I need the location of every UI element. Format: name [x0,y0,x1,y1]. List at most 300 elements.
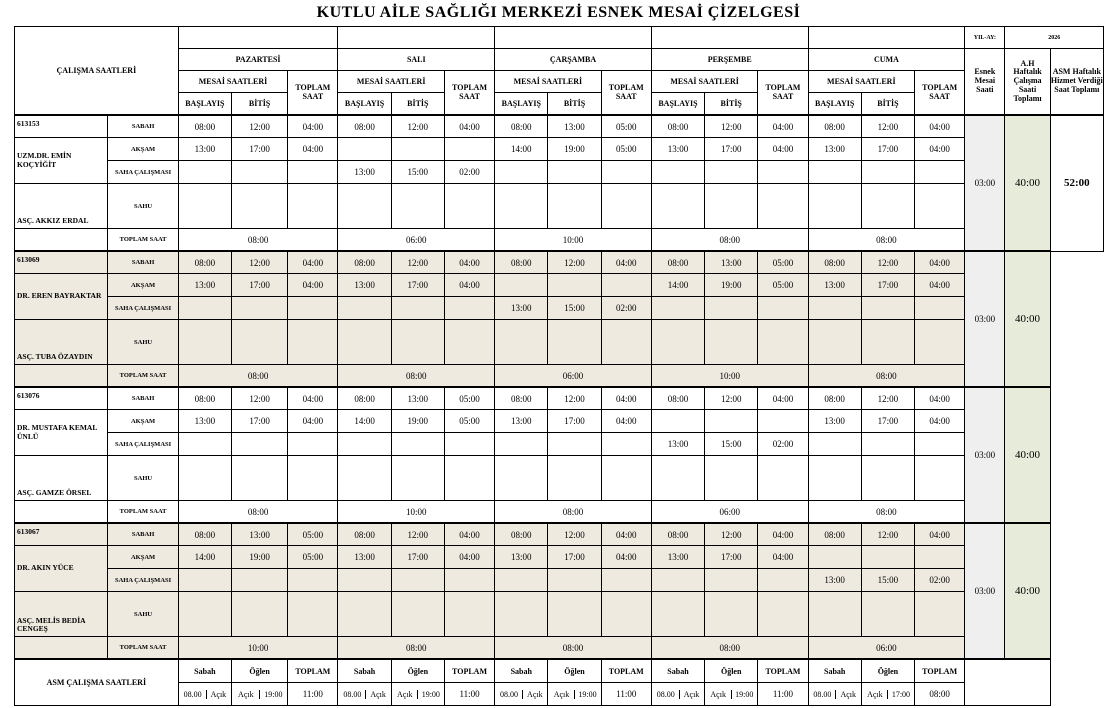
time-cell: 08:00 [338,115,391,138]
time-cell: 19:00 [705,274,758,297]
time-cell [495,592,548,637]
time-cell [444,592,494,637]
asm-sabah-label: Sabah [178,659,231,683]
toplam-saat-header: TOPLAM SAAT [758,71,808,116]
time-cell [288,433,338,456]
table-row [15,229,1104,252]
team-block [15,523,1104,659]
time-cell [231,161,287,184]
asm-toplam-label: TOPLAM [288,659,338,683]
day-header: SALI [338,49,495,71]
day-total: 06:00 [651,501,808,524]
time-cell [178,320,231,365]
time-cell: 04:00 [758,546,808,569]
time-cell [288,184,338,229]
time-cell [808,433,861,456]
asm-weekly-header: ASM Haftalık Hizmet Verdiği Saat Toplamı [1050,49,1103,116]
time-cell [651,297,704,320]
baslayis-header: BAŞLAYIŞ [808,93,861,116]
time-cell [808,184,861,229]
asm-morning-status: Açık [527,689,543,699]
time-cell: 12:00 [231,387,287,410]
time-cell [231,592,287,637]
time-cell [601,161,651,184]
table-row [15,546,1104,569]
time-cell [391,320,444,365]
doctor-name: DR. MUSTAFA KEMAL ÜNLÜ [15,410,108,456]
header-spacer [651,27,808,49]
time-cell [338,184,391,229]
asm-sabah-label: Sabah [495,659,548,683]
asm-open-time: 08.00 [653,690,680,699]
time-cell: 04:00 [288,251,338,274]
asm-day-total: 11:00 [444,683,494,706]
time-cell: 12:00 [391,523,444,546]
time-cell [705,592,758,637]
asm-toplam-label: TOPLAM [758,659,808,683]
time-cell: 08:00 [495,387,548,410]
asm-oglen-label: Öğlen [548,659,601,683]
time-cell: 17:00 [231,410,287,433]
time-cell: 04:00 [444,274,494,297]
mesai-saatleri-header: MESAİ SAATLERİ [651,71,757,93]
time-cell: 08:00 [495,523,548,546]
table-row [15,569,1104,592]
time-cell: 04:00 [601,387,651,410]
time-cell: 12:00 [705,115,758,138]
time-cell [861,320,914,365]
day-total: 08:00 [338,637,495,660]
weekly-total: 40:00 [1005,387,1050,523]
asm-open-time: 08.00 [496,690,523,699]
time-cell: 13:00 [808,138,861,161]
time-cell: 17:00 [231,138,287,161]
day-header: CUMA [808,49,965,71]
weekly-total: 40:00 [1005,523,1050,659]
time-cell [548,274,601,297]
time-cell: 12:00 [231,251,287,274]
time-cell: 15:00 [548,297,601,320]
nurse-name: ASÇ. GAMZE ÖRSEL [15,456,108,501]
time-cell [651,410,704,433]
time-cell: 05:00 [288,546,338,569]
mesai-saatleri-header: MESAİ SAATLERİ [338,71,444,93]
time-cell: 04:00 [288,274,338,297]
time-cell [651,320,704,365]
time-cell [338,569,391,592]
time-cell: 08:00 [338,387,391,410]
schedule-table [14,26,1104,706]
time-cell [391,184,444,229]
time-cell [705,297,758,320]
asm-hours-block [15,659,1104,706]
time-cell [444,569,494,592]
time-cell: 04:00 [758,387,808,410]
time-cell: 12:00 [391,251,444,274]
time-cell: 13:00 [338,546,391,569]
row-label-sabah: SABAH [108,251,178,274]
time-cell: 12:00 [705,387,758,410]
baslayis-header: BAŞLAYIŞ [651,93,704,116]
nurse-name: ASÇ. TUBA ÖZAYDIN [15,320,108,365]
baslayis-header: BAŞLAYIŞ [178,93,231,116]
time-cell [288,592,338,637]
time-cell: 12:00 [861,115,914,138]
table-row [15,115,1104,138]
asm-morning-status: Açık [210,689,227,699]
day-total: 06:00 [495,365,652,388]
asm-open-time: 08.00 [180,690,207,699]
asm-toplam-label: TOPLAM [915,659,965,683]
asm-day-total: 08:00 [915,683,965,706]
asm-noon-status: Açık [549,690,575,699]
time-cell: 02:00 [758,433,808,456]
time-cell [915,161,965,184]
bitis-header: BİTİŞ [391,93,444,116]
time-cell [231,433,287,456]
time-cell [601,569,651,592]
time-cell: 08:00 [651,115,704,138]
time-cell: 17:00 [548,546,601,569]
time-cell [231,456,287,501]
row-label-saha: SAHA ÇALIŞMASI [108,433,178,456]
time-cell: 08:00 [651,387,704,410]
time-cell: 19:00 [548,138,601,161]
team-code: 613153 [15,115,108,138]
bitis-header: BİTİŞ [548,93,601,116]
time-cell: 17:00 [861,274,914,297]
table-row [15,456,1104,501]
time-cell: 08:00 [651,251,704,274]
time-cell [651,184,704,229]
time-cell: 04:00 [601,546,651,569]
time-cell: 13:00 [178,138,231,161]
time-cell: 04:00 [758,523,808,546]
time-cell [915,297,965,320]
table-row [15,320,1104,365]
baslayis-header: BAŞLAYIŞ [495,93,548,116]
time-cell [178,184,231,229]
asm-toplam-label: TOPLAM [444,659,494,683]
asm-oglen-cell [548,683,601,706]
bitis-header: BİTİŞ [861,93,914,116]
table-row [15,184,1104,229]
time-cell: 14:00 [495,138,548,161]
time-cell [651,569,704,592]
time-cell [495,274,548,297]
time-cell: 13:00 [705,251,758,274]
time-cell [808,161,861,184]
time-cell: 13:00 [495,410,548,433]
asm-morning-status: Açık [840,689,857,699]
time-cell [861,546,914,569]
time-cell: 13:00 [651,138,704,161]
time-cell: 04:00 [758,138,808,161]
time-cell [495,320,548,365]
time-cell [178,592,231,637]
time-cell [758,161,808,184]
time-cell [495,184,548,229]
esnek-value: 03:00 [965,523,1005,659]
time-cell: 15:00 [705,433,758,456]
time-cell: 04:00 [601,523,651,546]
time-cell [391,297,444,320]
table-row [15,138,1104,161]
asm-toplam-label: TOPLAM [601,659,651,683]
row-label-toplam: TOPLAM SAAT [108,365,178,388]
doctor-name: DR. EREN BAYRAKTAR [15,274,108,320]
time-cell: 08:00 [178,523,231,546]
asm-oglen-label: Öğlen [231,659,287,683]
team-code: 613069 [15,251,108,274]
time-cell [651,161,704,184]
time-cell [601,592,651,637]
asm-oglen-cell [391,683,444,706]
row-label-toplam: TOPLAM SAAT [108,501,178,524]
asm-sabah-cell [495,683,548,706]
time-cell [758,320,808,365]
weekly-total: 40:00 [1005,251,1050,387]
time-cell: 14:00 [651,274,704,297]
table-row [15,297,1104,320]
time-cell [444,297,494,320]
asm-sabah-cell [338,683,391,706]
asm-oglen-cell [705,683,758,706]
time-cell: 08:00 [808,115,861,138]
esnek-mesai-header: Esnek Mesai Saati [965,49,1005,116]
day-total: 10:00 [651,365,808,388]
team-block [15,387,1104,523]
time-cell: 05:00 [601,115,651,138]
time-cell: 14:00 [178,546,231,569]
table-row [15,410,1104,433]
time-cell: 13:00 [338,274,391,297]
day-total: 08:00 [338,365,495,388]
time-cell: 17:00 [391,274,444,297]
row-label-sabah: SABAH [108,115,178,138]
time-cell [861,297,914,320]
row-label-toplam: TOPLAM SAAT [108,637,178,660]
row-label-toplam: TOPLAM SAAT [108,229,178,252]
time-cell: 05:00 [758,251,808,274]
day-total: 10:00 [495,229,652,252]
table-row [15,49,1104,71]
time-cell [861,184,914,229]
blank-cell [965,659,1050,706]
asm-close-time: 19:00 [421,689,440,699]
toplam-saat-header: TOPLAM SAAT [444,71,494,116]
header-spacer [495,27,652,49]
mesai-saatleri-header: MESAİ SAATLERİ [808,71,914,93]
time-cell [178,297,231,320]
time-cell [178,433,231,456]
time-cell: 04:00 [915,387,965,410]
row-label-sahu: SAHU [108,456,178,501]
time-cell: 08:00 [495,251,548,274]
row-label-aksam: AKŞAM [108,546,178,569]
time-cell: 13:00 [391,387,444,410]
time-cell: 04:00 [444,115,494,138]
time-cell [915,320,965,365]
time-cell: 04:00 [288,410,338,433]
bitis-header: BİTİŞ [705,93,758,116]
time-cell [338,456,391,501]
time-cell [808,456,861,501]
day-total: 08:00 [651,229,808,252]
time-cell [808,297,861,320]
time-cell: 12:00 [861,251,914,274]
asm-oglen-label: Öğlen [705,659,758,683]
time-cell [288,320,338,365]
bitis-header: BİTİŞ [231,93,287,116]
day-total: 08:00 [178,365,338,388]
blank-cell [15,229,108,252]
weekly-total: 40:00 [1005,115,1050,251]
time-cell: 13:00 [178,410,231,433]
toplam-saat-header: TOPLAM SAAT [915,71,965,116]
row-label-sabah: SABAH [108,387,178,410]
time-cell [338,297,391,320]
time-cell: 12:00 [861,387,914,410]
time-cell: 12:00 [548,523,601,546]
time-cell [338,592,391,637]
time-cell [391,569,444,592]
time-cell [758,410,808,433]
esnek-value: 03:00 [965,387,1005,523]
time-cell [548,320,601,365]
time-cell [444,138,494,161]
time-cell: 08:00 [808,523,861,546]
time-cell [861,456,914,501]
time-cell: 04:00 [915,523,965,546]
team-code: 613076 [15,387,108,410]
asm-noon-status: Açık [706,690,732,699]
day-header: ÇARŞAMBA [495,49,652,71]
time-cell: 13:00 [178,274,231,297]
header-label-cell: ÇALIŞMA SAATLERİ [15,27,179,116]
time-cell: 04:00 [444,546,494,569]
row-label-aksam: AKŞAM [108,410,178,433]
asm-morning-status: Açık [370,689,386,699]
row-label-sahu: SAHU [108,592,178,637]
time-cell [808,546,861,569]
time-cell: 13:00 [495,297,548,320]
asm-oglen-cell [861,683,914,706]
time-cell: 08:00 [808,387,861,410]
time-cell [758,569,808,592]
time-cell: 13:00 [808,410,861,433]
time-cell: 04:00 [915,274,965,297]
time-cell [288,297,338,320]
time-cell: 02:00 [915,569,965,592]
time-cell: 08:00 [495,115,548,138]
day-total: 08:00 [178,501,338,524]
time-cell [391,433,444,456]
day-total: 08:00 [178,229,338,252]
day-total: 08:00 [651,637,808,660]
header-spacer [808,27,965,49]
table-row [15,27,1104,49]
time-cell [391,592,444,637]
row-label-aksam: AKŞAM [108,274,178,297]
time-cell: 04:00 [601,251,651,274]
time-cell: 04:00 [758,115,808,138]
time-cell: 17:00 [391,546,444,569]
esnek-value: 03:00 [965,115,1005,251]
time-cell [915,433,965,456]
time-cell [808,592,861,637]
asm-open-time: 08.00 [339,690,366,699]
time-cell: 05:00 [758,274,808,297]
time-cell [651,456,704,501]
time-cell: 08:00 [651,523,704,546]
asm-morning-status: Açık [683,689,700,699]
time-cell: 04:00 [288,138,338,161]
time-cell [915,456,965,501]
header-spacer [178,27,338,49]
time-cell: 17:00 [705,546,758,569]
row-label-sabah: SABAH [108,523,178,546]
table-row [15,637,1104,660]
page-title: KUTLU AİLE SAĞLIĞI MERKEZİ ESNEK MESAİ ÇİZELGESİ [316,4,801,21]
day-total: 08:00 [495,637,652,660]
table-row [15,71,1104,93]
table-row [15,161,1104,184]
asm-sabah-label: Sabah [338,659,391,683]
doctor-name: UZM.DR. EMİN KOÇYİĞİT [15,138,108,184]
asm-sabah-cell [178,683,231,706]
asm-noon-status: Açık [233,690,261,699]
asm-close-time: 17:00 [891,689,911,699]
time-cell [758,592,808,637]
time-cell [178,569,231,592]
time-cell: 12:00 [548,251,601,274]
blank-cell [15,365,108,388]
time-cell: 17:00 [861,138,914,161]
table-row [15,592,1104,637]
time-cell: 04:00 [288,115,338,138]
mesai-saatleri-header: MESAİ SAATLERİ [178,71,287,93]
time-cell [601,184,651,229]
time-cell [915,592,965,637]
time-cell [601,456,651,501]
time-cell: 14:00 [338,410,391,433]
asm-sabah-cell [651,683,704,706]
time-cell [444,433,494,456]
day-header: PAZARTESİ [178,49,338,71]
mesai-saatleri-header: MESAİ SAATLERİ [495,71,601,93]
toplam-saat-header: TOPLAM SAAT [288,71,338,116]
time-cell [231,297,287,320]
yil-ay-value: 2026 [1005,27,1104,49]
asm-weekly-total: 52:00 [1050,115,1103,251]
time-cell [651,592,704,637]
toplam-saat-header: TOPLAM SAAT [601,71,651,116]
time-cell: 05:00 [288,523,338,546]
time-cell [495,433,548,456]
time-cell: 17:00 [861,410,914,433]
asm-noon-status: Açık [392,690,418,699]
time-cell [288,456,338,501]
time-cell: 02:00 [444,161,494,184]
asm-day-total: 11:00 [601,683,651,706]
time-cell: 04:00 [915,251,965,274]
header-spacer [338,27,495,49]
time-cell: 12:00 [705,523,758,546]
ah-weekly-header: A.H Haftalık Çalışma Saati Toplamı [1005,49,1050,116]
time-cell [758,184,808,229]
row-label-aksam: AKŞAM [108,138,178,161]
